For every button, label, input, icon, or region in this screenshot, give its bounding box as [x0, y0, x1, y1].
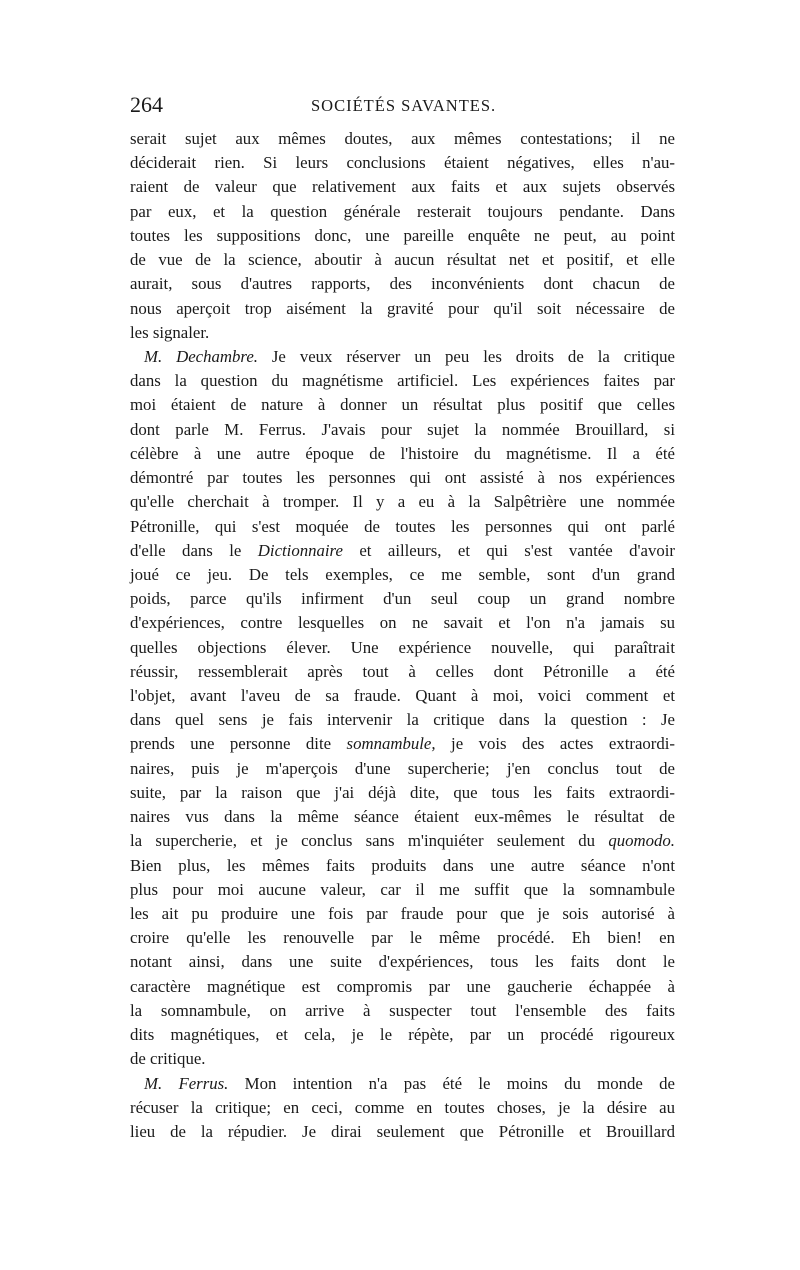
page-number: 264 [130, 92, 163, 117]
line-fragment: et ailleurs, et qui s'est vantée d'avoir [359, 540, 675, 560]
text-line: naires, puis je m'aperçois d'une supercherie; j'en conclus tout de [130, 758, 675, 778]
text-line [130, 732, 675, 756]
line-fragment: la supercherie, et je conclus sans m'inquiéter seulement du [130, 831, 596, 851]
text-line: dans la question du magnétisme artificiel. Les expériences faites par [130, 371, 675, 391]
text-line [130, 829, 675, 853]
text-line: moi étaient de nature à donner un résultat plus positif que celles [130, 395, 675, 415]
text-line: dont parle M. Ferrus. J'avais pour sujet la nommée Brouillard, si [130, 419, 675, 439]
text-line: dans quel sens je fais intervenir la critique dans la question : Je [130, 710, 675, 730]
text-line: dits magnétiques, et cela, je le répète, par un procédé rigoureux [130, 1025, 675, 1045]
text-line: par eux, et la question générale resterait toujours pendante. Dans [130, 201, 675, 221]
text-line: célèbre à une autre époque de l'histoire du magnétisme. Il a été [130, 443, 675, 463]
speaker-ferrus: M. Ferrus. [144, 1073, 229, 1093]
text-line: démontré par toutes les personnes qui ont assisté à nos expériences [130, 468, 675, 488]
line-fragment: prends une personne dite [130, 734, 332, 754]
text-line: les ait pu produire une fois par fraude pour que je sois autorisé à [130, 904, 675, 923]
text-line: Bien plus, les mêmes faits produits dans une autre séance n'ont [130, 855, 675, 875]
text-line: déciderait rien. Si leurs conclusions étaient négatives, elles n'au- [130, 153, 675, 173]
line-fragment: je vois des actes extraordi- [451, 734, 676, 754]
quomodo-term: quomodo. [608, 831, 675, 851]
text-line: notant ainsi, dans une suite d'expériences, tous les faits dont le [130, 952, 675, 972]
text-line: poids, parce qu'ils infirment d'un seul coup un grand nombre [130, 589, 675, 609]
text-line: l'objet, avant l'aveu de sa fraude. Quant à moi, voici comment et [130, 686, 675, 706]
text-line: qu'elle cherchait à tromper. Il y a eu à la Salpêtrière une nommée [130, 492, 675, 512]
text-line [130, 539, 675, 563]
text-line [130, 345, 675, 369]
text-line: quelles objections élever. Une expérience nouvelle, qui paraîtrait [130, 637, 675, 657]
text-line: de critique. [130, 1049, 206, 1069]
page-header [130, 92, 675, 122]
speaker-dechambre: M. Dechambre. [144, 346, 258, 366]
text-line: Pétronille, qui s'est moquée de toutes les personnes qui ont parlé [130, 516, 675, 536]
text-line: de vue de la science, aboutir à aucun résultat net et positif, et elle [130, 250, 675, 270]
text-line: toutes les suppositions donc, une pareille enquête ne peut, au point [130, 225, 675, 245]
text-line: aurait, sous d'autres rapports, des inconvénients dont chacun de [130, 274, 675, 294]
text-line: serait sujet aux mêmes doutes, aux mêmes contestations; il ne [130, 129, 675, 148]
text-line: naires vus dans la même séance étaient eux-mêmes le résultat de [130, 807, 675, 827]
text-line: plus pour moi aucune valeur, car il me suffit que la somnambule [130, 879, 675, 899]
text-line: raient de valeur que relativement aux faits et aux sujets observés [130, 177, 675, 197]
running-head: SOCIÉTÉS SAVANTES. [311, 96, 497, 115]
line-fragment: Je veux réserver un peu les droits de la critique [271, 346, 675, 366]
text-line: suite, par la raison que j'ai déjà dite, que tous les faits extraordi- [130, 782, 675, 802]
text-line: lieu de la répudier. Je dirai seulement que Pétronille et Brouillard [130, 1121, 675, 1141]
text-line: la somnambule, on arrive à suspecter tout l'ensemble des faits [130, 1000, 675, 1020]
text-line: croire qu'elle les renouvelle par le même procédé. Eh bien! en [130, 928, 675, 948]
text-line: nous aperçoit trop aisément la gravité pour qu'il soit nécessaire de [130, 298, 675, 318]
text-line: joué ce jeu. De tels exemples, ce me semble, sont d'un grand [130, 564, 675, 584]
line-fragment: Mon intention n'a pas été le moins du monde de [244, 1073, 675, 1093]
text-line [130, 1072, 675, 1096]
body-text [130, 127, 675, 1144]
dictionnaire-title: Dictionnaire [257, 540, 343, 560]
text-line: caractère magnétique est compromis par une gaucherie échappée à [130, 976, 675, 996]
text-line: d'expériences, contre lesquelles on ne savait et l'on n'a jamais su [130, 613, 675, 633]
text-line: réussir, ressemblerait après tout à celles dont Pétronille a été [130, 661, 675, 681]
text-line: récuser la critique; en ceci, comme en toutes choses, je la désire au [130, 1097, 675, 1117]
text-line: les signaler. [130, 322, 210, 342]
somnambule-term: somnambule, [346, 734, 436, 754]
line-fragment: d'elle dans le [130, 540, 242, 560]
